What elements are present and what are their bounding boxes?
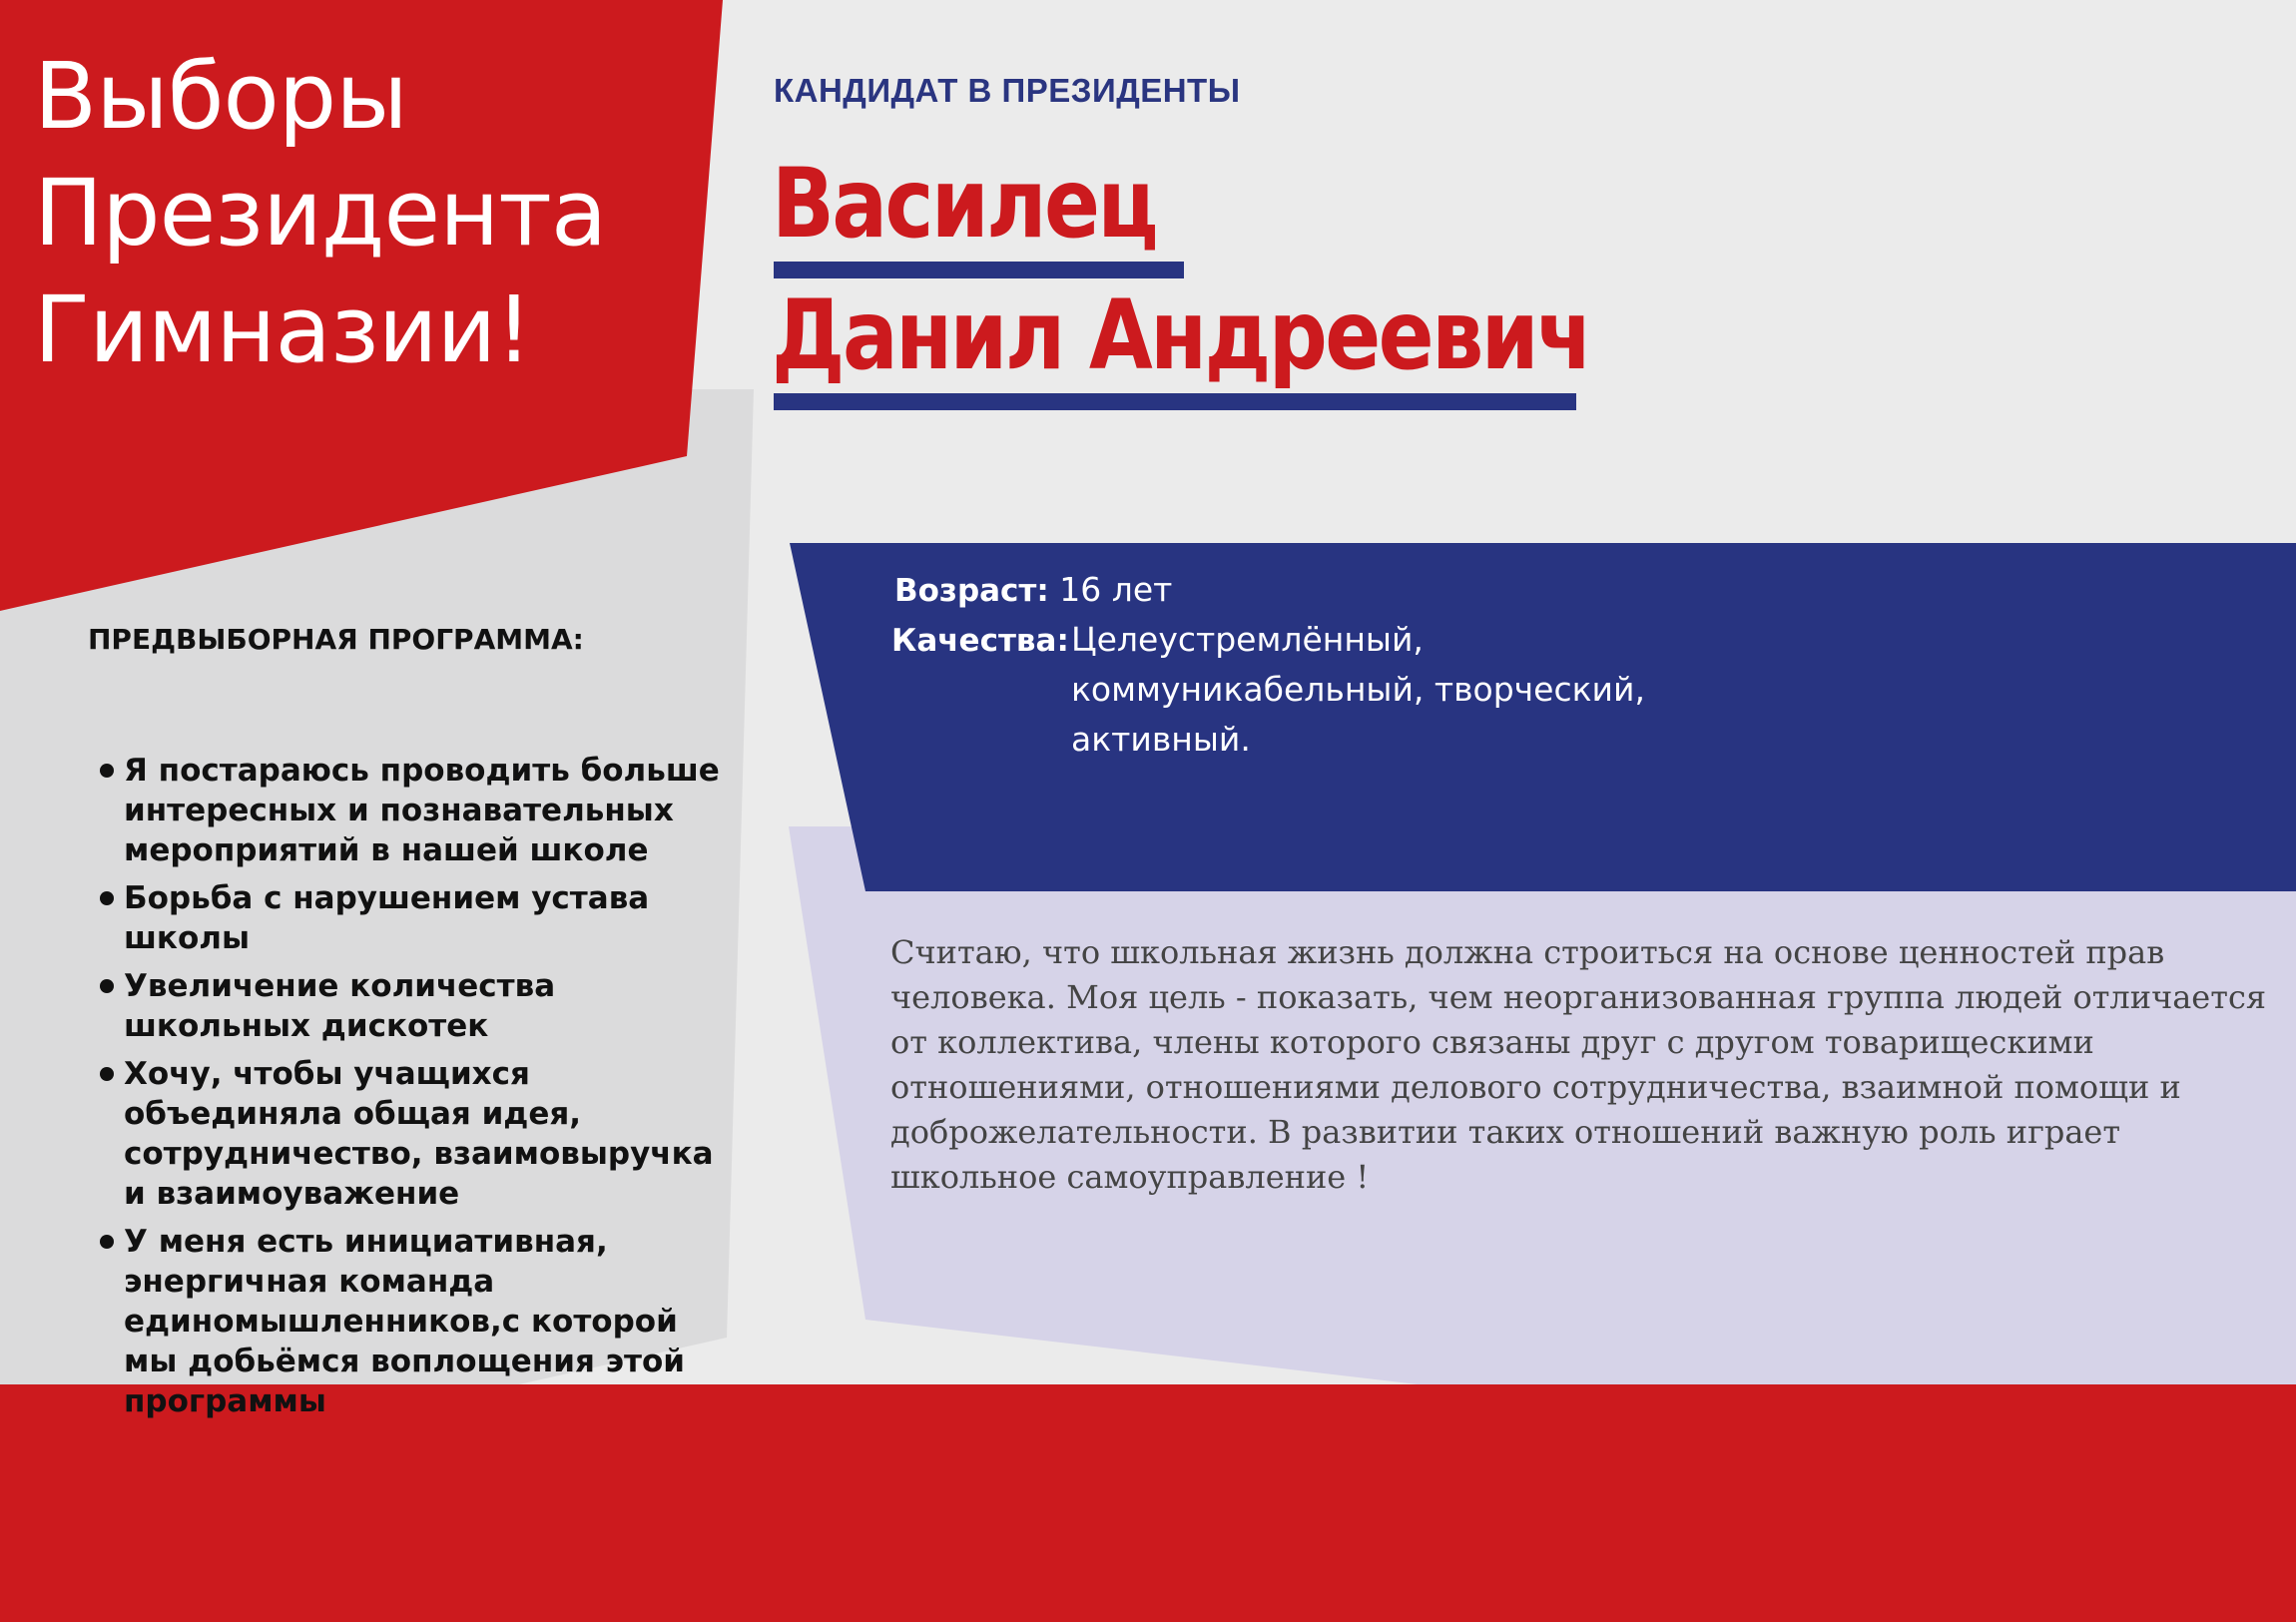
- headline-line: Выборы: [34, 43, 407, 150]
- program-item: [96, 751, 735, 870]
- qualities-label: Качества:: [891, 623, 1069, 659]
- bullet-dot-icon: [100, 1235, 114, 1249]
- headline-line: Гимназии!: [34, 276, 532, 383]
- headline-title: [34, 38, 673, 388]
- bullet-dot-icon: [100, 979, 114, 993]
- age-row: [894, 565, 1172, 616]
- surname-underline: [774, 262, 1184, 278]
- program-item: [96, 878, 735, 958]
- program-item: [96, 966, 735, 1046]
- program-item: [96, 1054, 735, 1214]
- headline-line: Президента: [34, 160, 607, 267]
- bullet-dot-icon: [100, 891, 114, 905]
- program-title: ПРЕДВЫБОРНАЯ ПРОГРАММА:: [88, 623, 584, 656]
- candidate-caption: КАНДИДАТ В ПРЕЗИДЕНТЫ: [774, 72, 1241, 109]
- program-item-text: Я постараюсь проводить больше интересных и познавательных мероприятий в нашей школе: [124, 753, 720, 868]
- qualities-value: Целеустремлённый, коммуникабельный, творческий, активный.: [1071, 620, 1645, 759]
- program-item-text: У меня есть инициативная, энергичная команда единомышленников,с которой мы добьёмся воплощения этой программы: [124, 1224, 686, 1419]
- candidate-given-names: Данил Андреевич: [772, 279, 1591, 391]
- given-names-underline: [774, 393, 1576, 410]
- candidate-surname: Василец: [772, 148, 1157, 260]
- program-item-text: Хочу, чтобы учащихся объединяла общая идея, сотрудничество, взаимовыручка и взаимоуважение: [124, 1056, 714, 1212]
- bullet-dot-icon: [100, 1067, 114, 1081]
- program-item-text: Увеличение количества школьных дискотек: [124, 968, 556, 1044]
- program-item-text: Борьба с нарушением устава школы: [124, 880, 650, 956]
- program-item: [96, 1222, 735, 1421]
- program-list: [96, 751, 735, 1429]
- bullet-dot-icon: [100, 764, 114, 778]
- qualities-label-row: [891, 615, 1069, 666]
- age-label: Возраст:: [894, 573, 1049, 609]
- age-value: 16 лет: [1059, 570, 1173, 609]
- candidate-statement: Считаю, что школьная жизнь должна строиться на основе ценностей прав человека. Моя цель - показать, чем неорганизованная группа людей отличается от коллектива, члены которого связаны друг с другом товарищескими отношениями, отношениями делового сотрудничества, взаимной помощи и доброжелательности. В развитии таких отношений важную роль играет школьное самоуправление !: [890, 933, 2267, 1196]
